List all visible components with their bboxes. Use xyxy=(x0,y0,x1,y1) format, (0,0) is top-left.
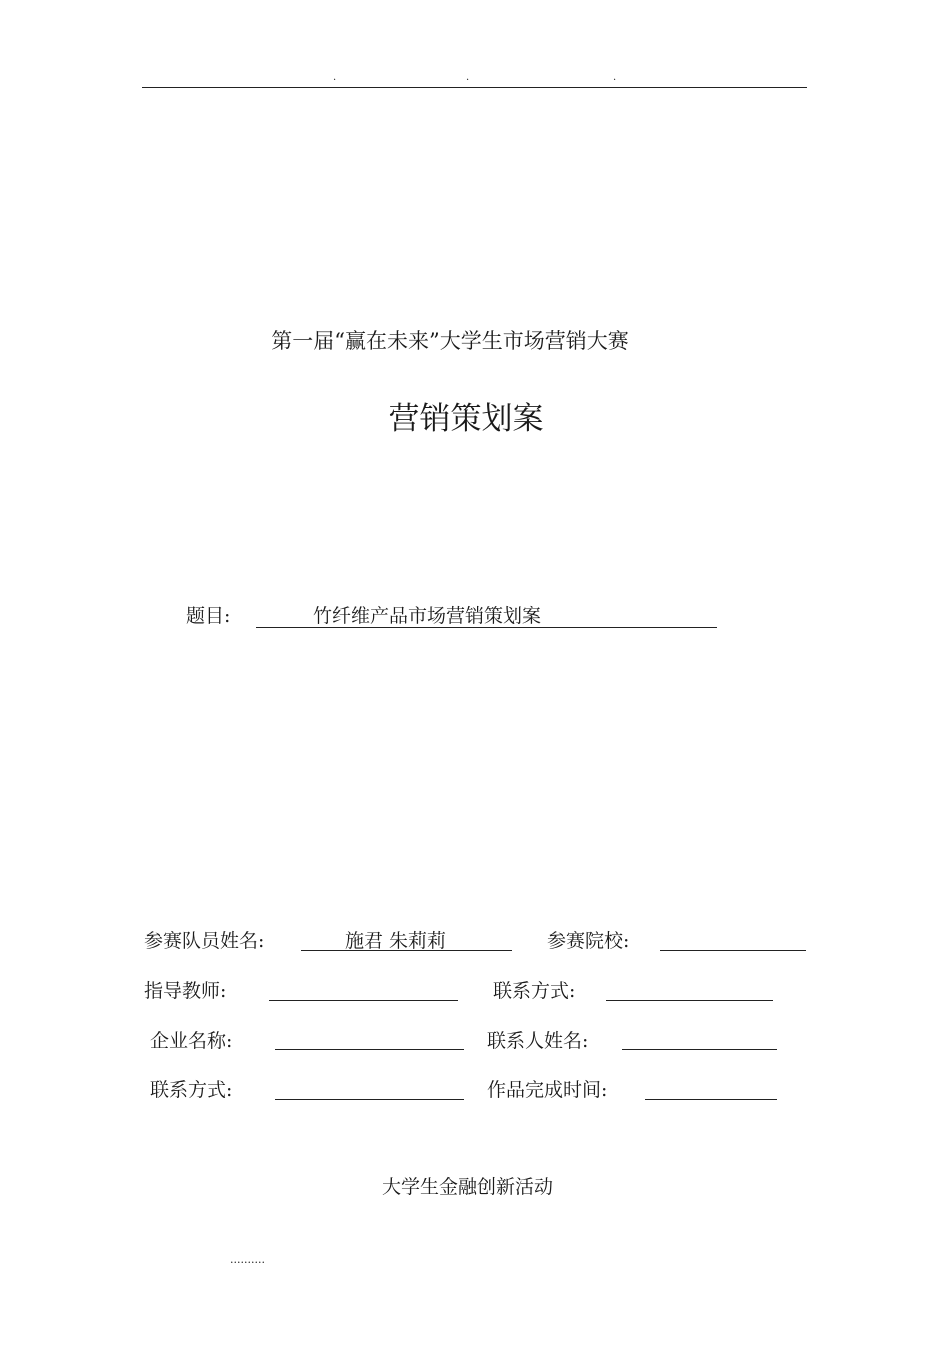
contact2-label: 联系方式: xyxy=(150,1079,233,1101)
header-dot: . xyxy=(613,72,617,83)
contact-label: 联系方式: xyxy=(493,980,576,1002)
advisor-label: 指导教师: xyxy=(144,980,227,1002)
team-members-value: 施君 朱莉莉 xyxy=(345,930,447,952)
footer-organization: 大学生金融创新活动 xyxy=(381,1176,553,1198)
document-title: 营销策划案 xyxy=(388,401,544,437)
school-underline xyxy=(660,950,806,951)
contact-person-underline xyxy=(622,1049,777,1050)
advisor-underline xyxy=(269,1000,458,1001)
contact-person-label: 联系人姓名: xyxy=(487,1030,589,1052)
company-underline xyxy=(275,1049,464,1050)
contact-underline xyxy=(606,1000,773,1001)
header-dot: . xyxy=(466,72,470,83)
contest-title: 第一届“赢在未来”大学生市场营销大赛 xyxy=(271,329,629,353)
page-marker: .......... xyxy=(230,1253,265,1266)
topic-value: 竹纤维产品市场营销策划案 xyxy=(313,605,542,627)
company-label: 企业名称: xyxy=(150,1030,233,1052)
topic-label: 题目: xyxy=(186,605,231,627)
header-rule xyxy=(142,87,807,88)
school-label: 参赛院校: xyxy=(547,930,630,952)
header-dot: . xyxy=(333,72,337,83)
contact2-underline xyxy=(275,1099,464,1100)
team-members-label: 参赛队员姓名: xyxy=(144,930,265,952)
completion-time-label: 作品完成时间: xyxy=(487,1079,608,1101)
completion-time-underline xyxy=(645,1099,777,1100)
